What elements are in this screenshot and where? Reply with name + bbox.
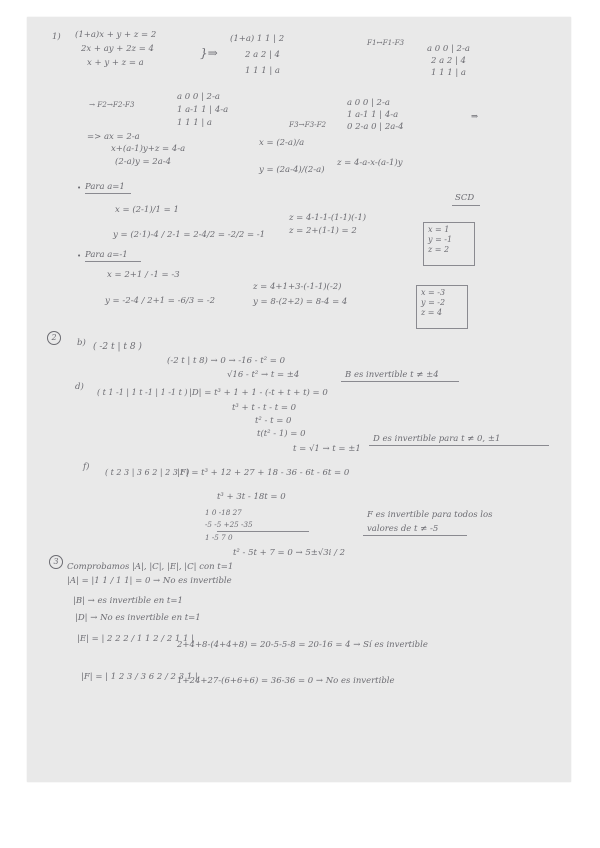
case2-result-x: x = -3: [421, 288, 446, 297]
scd-underline: [452, 205, 480, 206]
ex2-d-det5: t = √1 → t = ±1: [293, 444, 361, 454]
matrix2-row2: 2 a 2 | 4: [431, 56, 466, 66]
ex2-d-det2: t³ + t - t - t = 0: [232, 403, 297, 413]
system-eq-2: 2x + ay + 2z = 4: [81, 44, 154, 54]
ex2-f-label: f): [83, 462, 90, 472]
case1-x: x = (2-1)/1 = 1: [115, 205, 179, 215]
ex2-f-note-1: F es invertible para todos los: [367, 510, 493, 520]
implies-arrow-2: ⇒: [471, 112, 479, 122]
ruffini-row-1: 1 0 -18 27: [205, 508, 242, 517]
system-eq-1: (1+a)x + y + z = 2: [75, 30, 157, 40]
solution-x: x = (2-a)/a: [259, 138, 305, 148]
ex3-a: |A| = |1 1 / 1 1| = 0 → No es invertible: [67, 576, 232, 586]
matrix1-row2: 2 a 2 | 4: [245, 50, 280, 60]
ex3-number: 3: [49, 555, 63, 569]
ex2-d-det1: |D| = t³ + 1 + 1 - (-t + t + t) = 0: [189, 388, 328, 398]
ex2-b-det2: √16 - t² → t = ±4: [227, 370, 300, 380]
ex2-d-note: D es invertible para t ≠ 0, ±1: [373, 434, 501, 444]
matrix4-row1: a 0 0 | 2-a: [347, 98, 390, 108]
ex2-f-det2: t³ + 3t - 18t = 0: [217, 492, 286, 502]
solution-line-1: => ax = 2-a: [87, 132, 140, 142]
case1-underline: [85, 193, 131, 194]
matrix4-row3: 0 2-a 0 | 2a-4: [347, 122, 404, 132]
row-op-1: F1↔F1-F3: [367, 38, 405, 47]
matrix3-row2: 1 a-1 1 | 4-a: [177, 105, 229, 115]
case1-result-x: x = 1: [428, 225, 450, 234]
case2-z1: z = 4+1+3-(-1-1)(-2): [253, 282, 342, 292]
case1-z1: z = 4-1-1-(1-1)(-1): [289, 213, 367, 223]
ex3-e-matrix: |E| = | 2 2 2 / 1 1 2 / 2 1 1 |: [77, 634, 195, 644]
ex2-b-det: (-2 t | t 8) → 0 → -16 - t² = 0: [167, 356, 286, 366]
ex3-f-matrix: |F| = | 1 2 3 / 3 6 2 / 2 3 1 |: [81, 672, 198, 682]
case2-z2: y = 8-(2+2) = 8-4 = 4: [253, 297, 348, 307]
paper-sheet: [27, 17, 571, 782]
case2-underline: [85, 261, 141, 262]
case2-result-z: z = 4: [421, 308, 443, 317]
scd-label: SCD: [455, 193, 475, 203]
case1-z2: z = 2+(1-1) = 2: [289, 226, 357, 236]
case2-result-box: [416, 285, 468, 329]
ex3-b: |B| → es invertible en t=1: [73, 596, 183, 606]
ex2-b-label: b): [77, 338, 86, 348]
ex2-f-det3: t² - 5t + 7 = 0 → 5±√3i / 2: [233, 548, 346, 558]
matrix2-row3: 1 1 1 | a: [431, 68, 466, 78]
case2-y: y = -2-4 / 2+1 = -6/3 = -2: [105, 296, 215, 306]
ex3-f-det: 1+24+27-(6+6+6) = 36-36 = 0 → No es invertible: [177, 676, 395, 686]
solution-line-3: (2-a)y = 2a-4: [115, 157, 172, 167]
case1-result-y: y = -1: [428, 235, 453, 244]
case1-y: y = (2·1)-4 / 2-1 = 2-4/2 = -2/2 = -1: [113, 230, 266, 240]
system-eq-3: x + y + z = a: [87, 58, 144, 68]
implies-arrow: }⇒: [200, 46, 218, 60]
case2-title: Para a=-1: [85, 250, 128, 260]
ex2-f-det1: |F| = t³ + 12 + 27 + 18 - 36 - 6t - 6t = 0: [177, 468, 350, 478]
row-op-2: → F2→F2-F3: [89, 100, 135, 109]
ruffini-line: [217, 531, 309, 532]
ruffini-row-2: -5 -5 +25 -35: [205, 520, 253, 529]
ex2-d-det4: t(t² - 1) = 0: [257, 429, 306, 439]
matrix1-row3: 1 1 1 | a: [245, 66, 280, 76]
ruffini-row-3: 1 -5 7 0: [205, 533, 233, 542]
ex2-f-matrix: ( t 2 3 | 3 6 2 | 2 3 t ): [105, 468, 190, 477]
row-op-3: F3→F3-F2: [289, 120, 327, 129]
matrix1-row1: (1+a) 1 1 | 2: [230, 34, 285, 44]
bullet-1: •: [77, 184, 82, 192]
matrix3-row1: a 0 0 | 2-a: [177, 92, 220, 102]
ex2-b-note-underline: [341, 381, 459, 382]
ex2-d-label: d): [75, 382, 84, 392]
solution-y: y = (2a-4)/(2-a): [259, 165, 325, 175]
ex2-d-matrix: ( t 1 -1 | 1 t -1 | 1 -1 t ): [97, 388, 188, 397]
ex2-d-note-underline: [369, 445, 549, 446]
ex2-d-det3: t² - t = 0: [255, 416, 292, 426]
bullet-2: •: [77, 252, 82, 260]
ex3-title: Comprobamos |A|, |C|, |E|, |C| con t=1: [67, 562, 234, 572]
case1-result-box: [423, 222, 475, 266]
case2-result-y: y = -2: [421, 298, 446, 307]
ex2-b-note: B es invertible t ≠ ±4: [345, 370, 439, 380]
ex2-b-matrix: ( -2 t | t 8 ): [93, 342, 142, 352]
ex3-d: |D| → No es invertible en t=1: [75, 613, 201, 623]
ex1-label: 1): [52, 32, 61, 42]
solution-line-2: x+(a-1)y+z = 4-a: [111, 144, 186, 154]
case1-result-z: z = 2: [428, 245, 450, 254]
ex3-e-det: 2+4+8-(4+4+8) = 20-5-5-8 = 20-16 = 4 → Sí es invertible: [177, 640, 428, 650]
matrix4-row2: 1 a-1 1 | 4-a: [347, 110, 399, 120]
solution-z: z = 4-a-x-(a-1)y: [337, 158, 403, 168]
ex2-f-note-2: valores de t ≠ -5: [367, 524, 439, 534]
matrix2-row1: a 0 0 | 2-a: [427, 44, 470, 54]
case1-title: Para a=1: [85, 182, 125, 192]
case2-x: x = 2+1 / -1 = -3: [107, 270, 180, 280]
ex2-number: 2: [47, 331, 61, 345]
matrix3-row3: 1 1 1 | a: [177, 118, 212, 128]
ex2-f-note-underline: [363, 535, 467, 536]
